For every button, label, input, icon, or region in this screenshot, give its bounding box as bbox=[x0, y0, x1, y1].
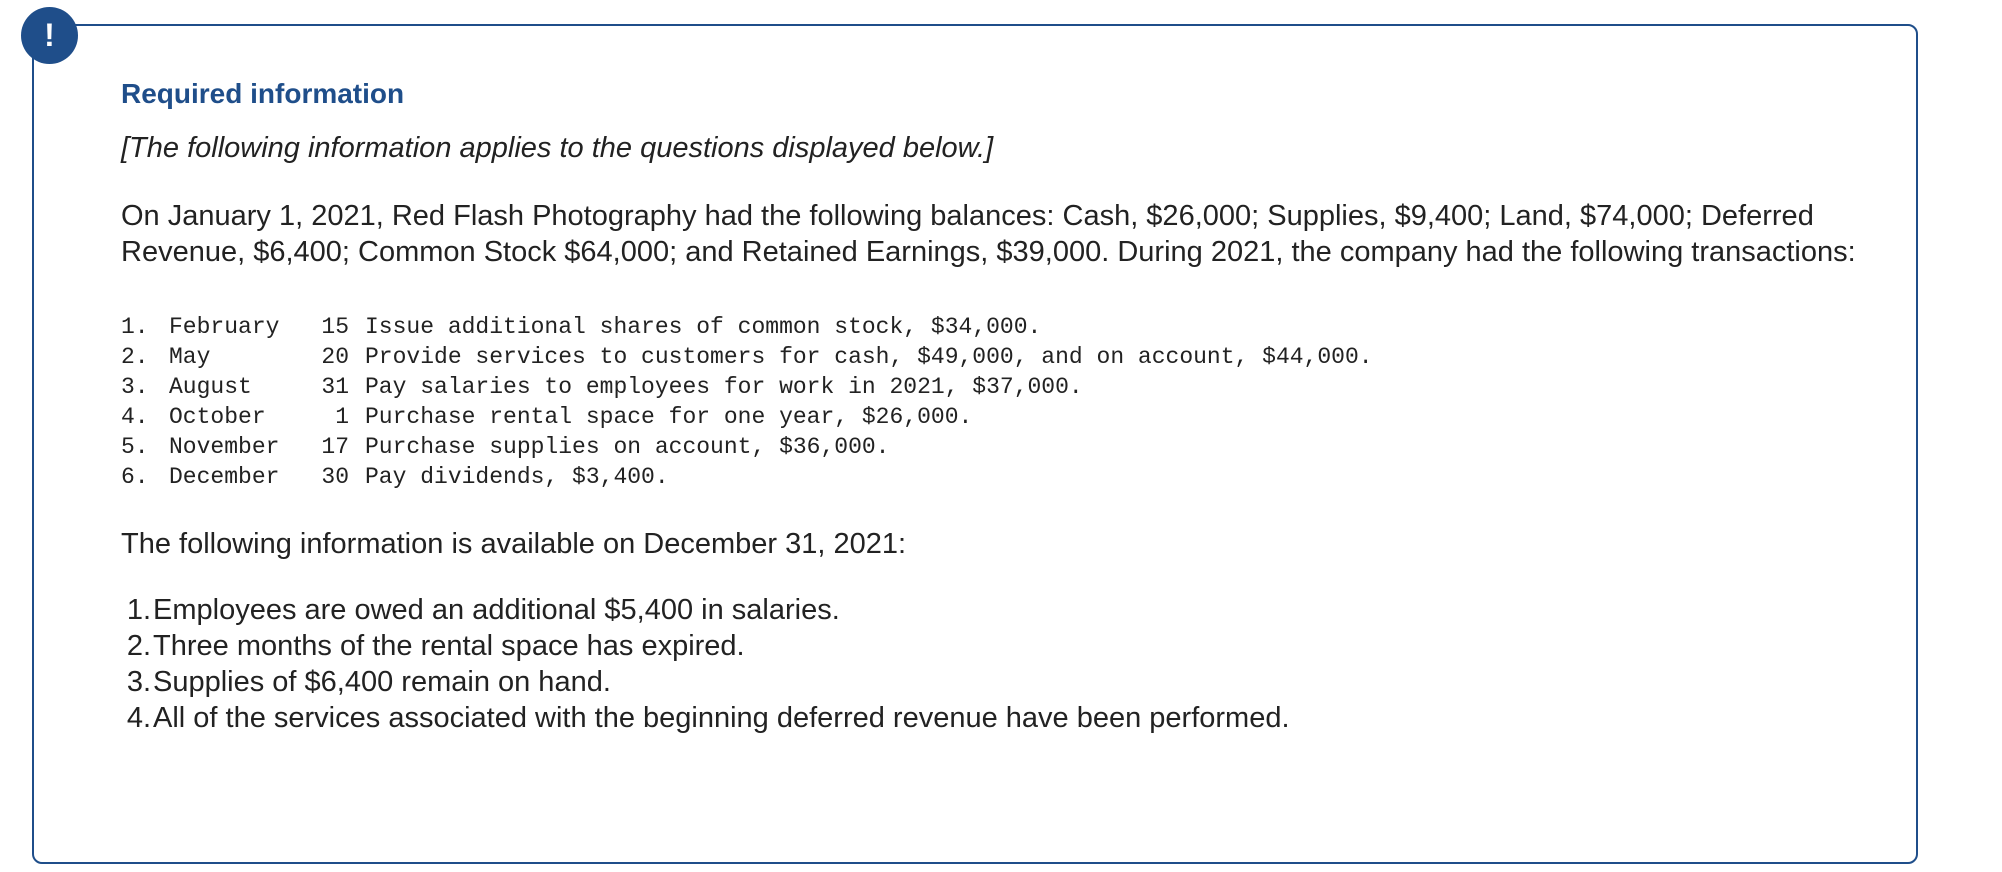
transaction-description: Issue additional shares of common stock, $34,000. bbox=[365, 314, 1042, 340]
list-item bbox=[121, 432, 1881, 462]
required-information-panel bbox=[32, 24, 1918, 864]
exclamation-icon bbox=[21, 7, 78, 64]
intro-paragraph: On January 1, 2021, Red Flash Photography had the following balances: Cash, $26,000; Supplies, $9,400; Land, $74,000; Deferred Revenue, $6,400; Common Stock $64,000; and Retained Earnings, $39,000. During 2021, the company had the following transactions: bbox=[121, 200, 1856, 268]
list-item bbox=[121, 342, 1881, 372]
page-title: Required information bbox=[121, 78, 405, 109]
transaction-month: February bbox=[169, 314, 280, 340]
transaction-day: 30 bbox=[321, 464, 349, 490]
item-text: Supplies of $6,400 remain on hand. bbox=[153, 666, 611, 698]
transaction-day: 1 bbox=[335, 404, 349, 430]
transaction-description: Pay dividends, $3,400. bbox=[365, 464, 669, 490]
transaction-description: Purchase rental space for one year, $26,000. bbox=[365, 404, 973, 430]
transactions-list bbox=[121, 312, 1881, 492]
transaction-month: October bbox=[169, 404, 266, 430]
transaction-day: 17 bbox=[321, 434, 349, 460]
year-end-adjustments-list bbox=[121, 592, 1881, 736]
transaction-number: 1. bbox=[121, 314, 149, 340]
transaction-month: May bbox=[169, 344, 211, 370]
list-item bbox=[121, 462, 1881, 492]
item-number: 2. bbox=[126, 630, 151, 662]
panel-content bbox=[121, 74, 1881, 736]
applies-note: [The following information applies to the questions displayed below.] bbox=[121, 132, 994, 164]
transaction-month: December bbox=[169, 464, 280, 490]
available-info-intro: The following information is available on December 31, 2021: bbox=[121, 528, 907, 560]
item-text: Three months of the rental space has expired. bbox=[153, 630, 745, 662]
transaction-number: 3. bbox=[121, 374, 149, 400]
list-item bbox=[121, 312, 1881, 342]
transaction-number: 5. bbox=[121, 434, 149, 460]
list-item bbox=[121, 402, 1881, 432]
transaction-description: Purchase supplies on account, $36,000. bbox=[365, 434, 890, 460]
list-item bbox=[121, 700, 1881, 736]
transaction-number: 2. bbox=[121, 344, 149, 370]
item-text: All of the services associated with the beginning deferred revenue have been performed. bbox=[153, 702, 1290, 734]
alert-symbol: ! bbox=[44, 17, 55, 53]
item-number: 4. bbox=[126, 702, 151, 734]
item-number: 3. bbox=[126, 666, 151, 698]
list-item bbox=[121, 592, 1881, 628]
transaction-day: 31 bbox=[321, 374, 349, 400]
transaction-number: 4. bbox=[121, 404, 149, 430]
transaction-number: 6. bbox=[121, 464, 149, 490]
list-item bbox=[121, 372, 1881, 402]
item-text: Employees are owed an additional $5,400 in salaries. bbox=[153, 594, 840, 626]
list-item bbox=[121, 628, 1881, 664]
list-item bbox=[121, 664, 1881, 700]
item-number: 1. bbox=[126, 594, 151, 626]
transaction-day: 15 bbox=[321, 314, 349, 340]
transaction-description: Pay salaries to employees for work in 2021, $37,000. bbox=[365, 374, 1083, 400]
transaction-month: August bbox=[169, 374, 252, 400]
transaction-description: Provide services to customers for cash, $49,000, and on account, $44,000. bbox=[365, 344, 1373, 370]
transaction-month: November bbox=[169, 434, 280, 460]
transaction-day: 20 bbox=[321, 344, 349, 370]
